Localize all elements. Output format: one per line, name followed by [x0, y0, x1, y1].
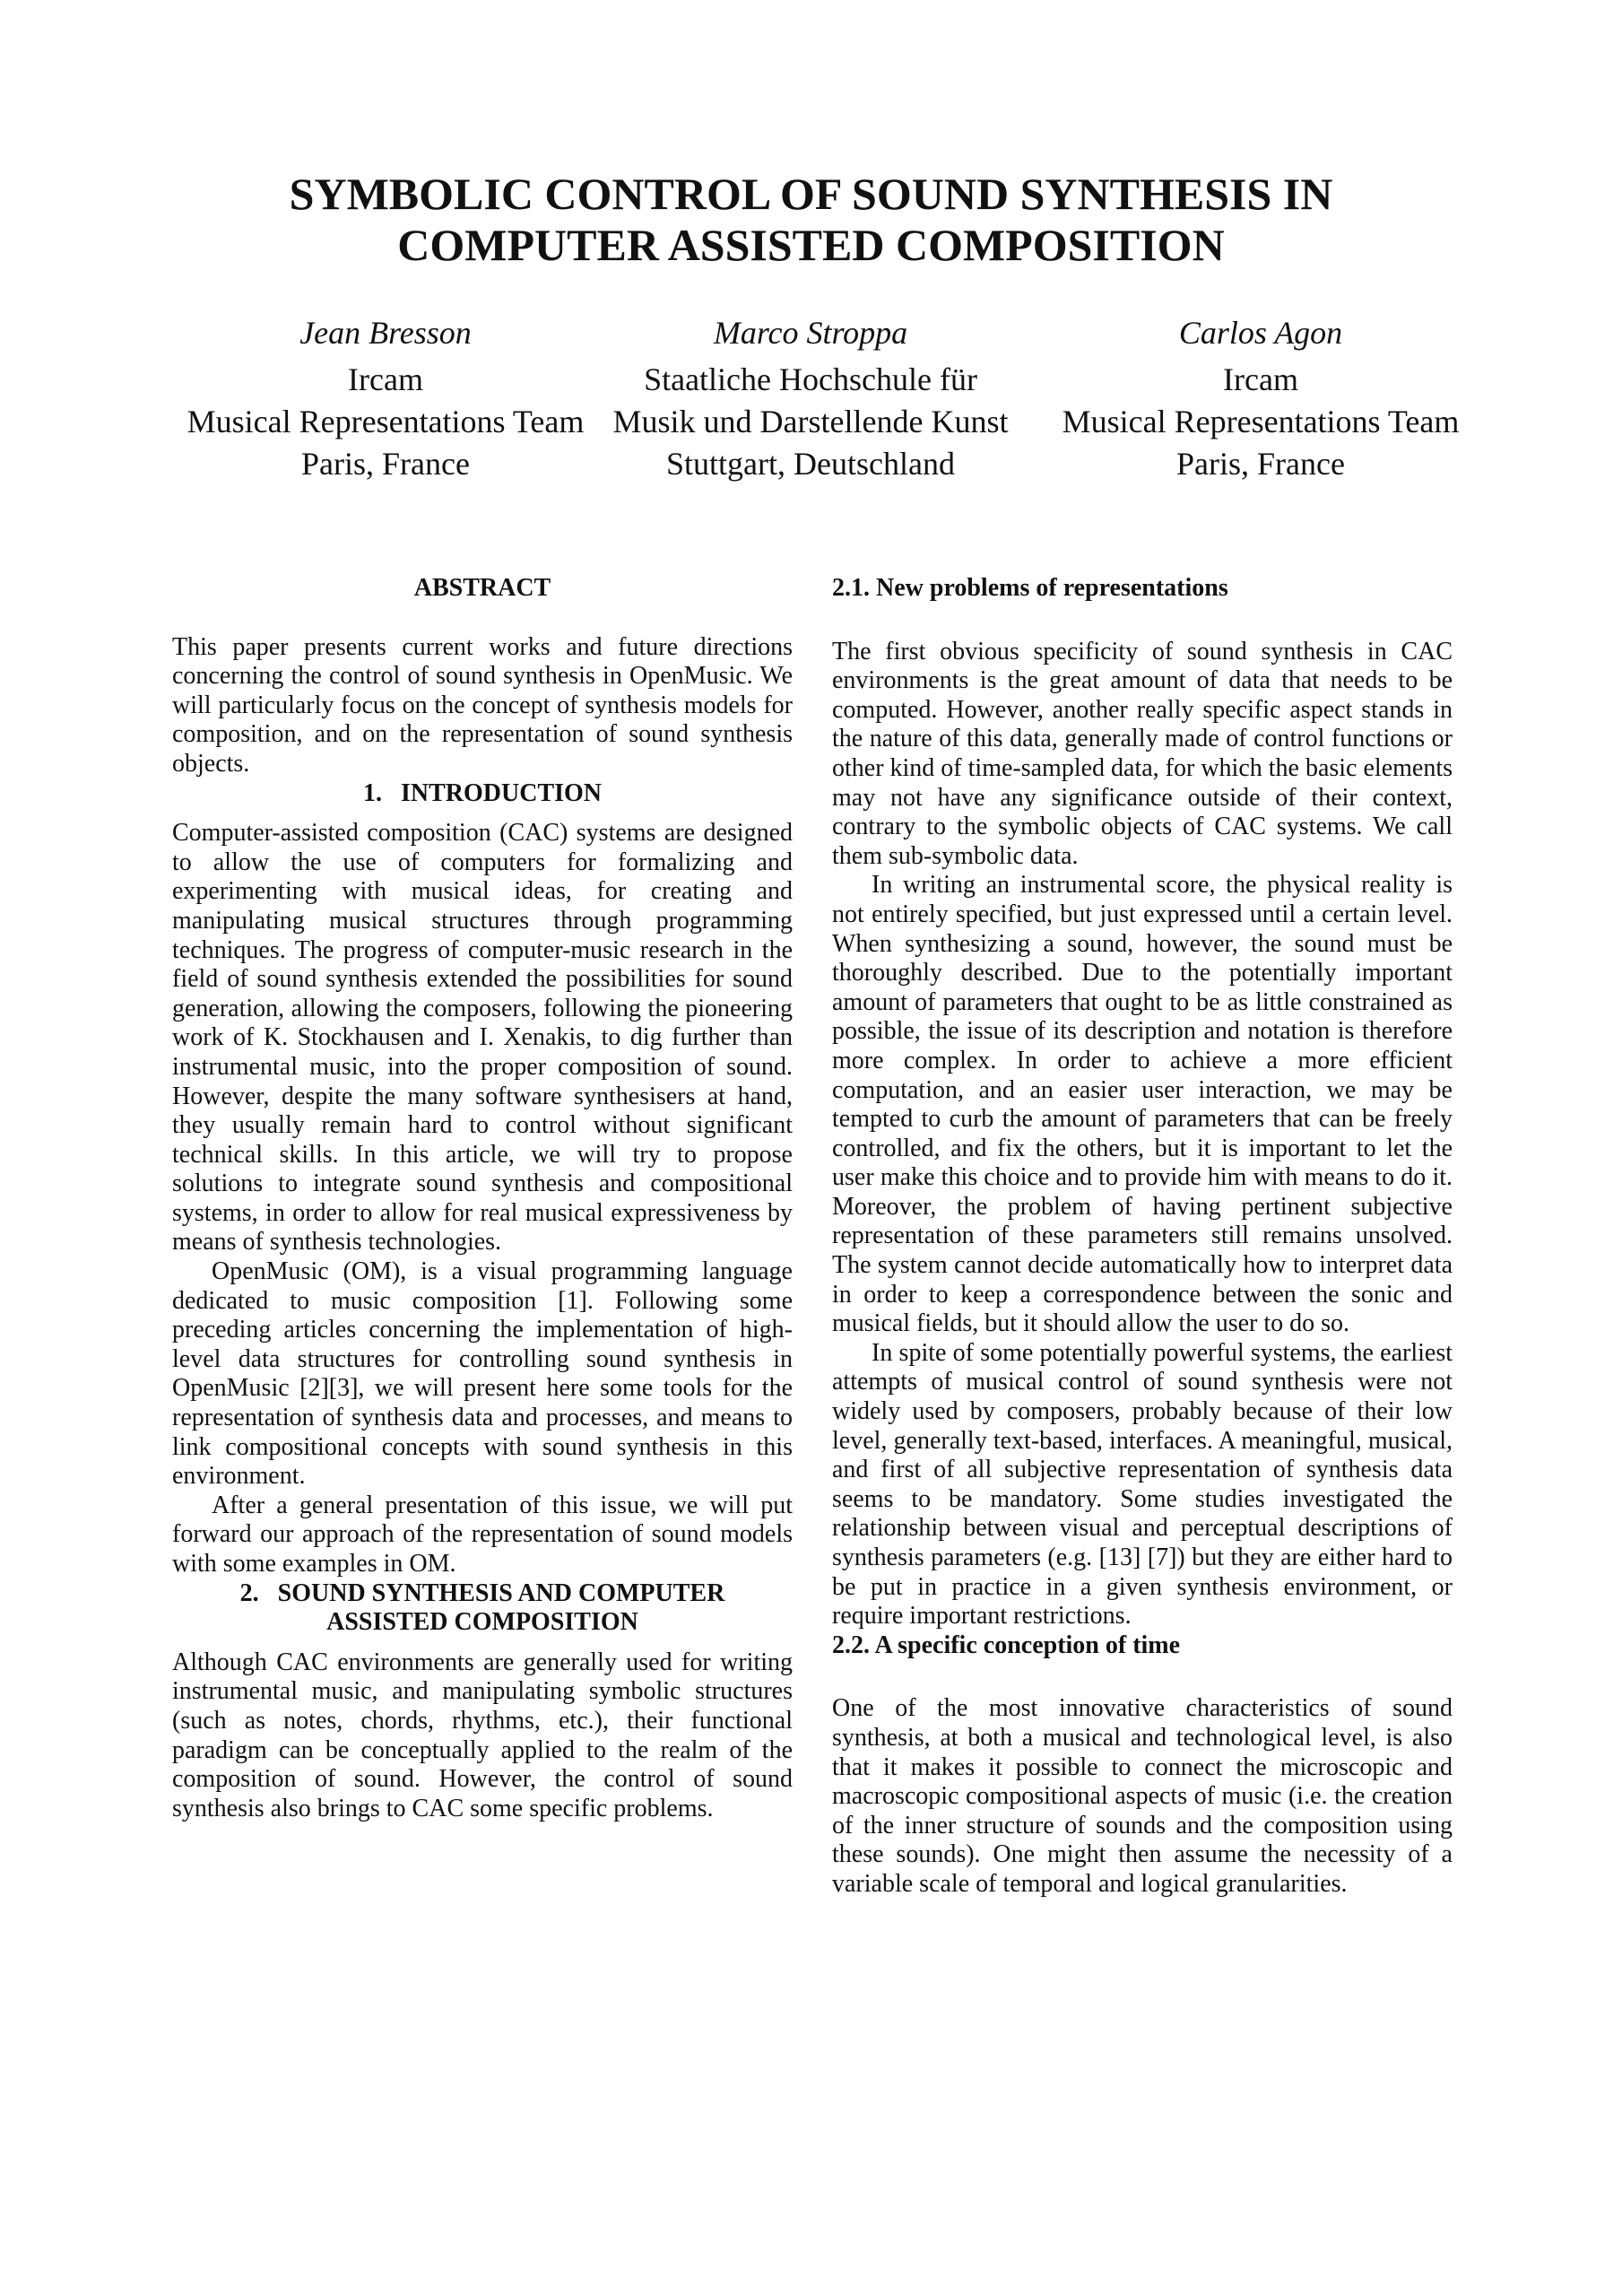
subsection-2-1-paragraph: In spite of some potentially powerful systems, the earliest attempts of musical control of sound synthesis were not widely used by composers, probably because of their low level, generally text-based, interfaces. A meaningful, musical, and first of all subjective representation of synthesis data seems to be mandatory. Some studies investigated the relationship between visual and perceptual descriptions of synthesis parameters (e.g. [13] [7]) but they are either hard to be put in practice in a given synthesis environment, or require important restrictions.: [832, 1338, 1453, 1631]
author-affiliation: Ircam: [348, 361, 423, 397]
author-location: Paris, France: [1176, 446, 1345, 482]
section-2-paragraph: Although CAC environments are generally used for writing instrumental music, and manipulating symbolic structures (such as notes, chords, rhythms, etc.), their functional paradigm can be conceptually applied to the realm of the composition of sound. However, the control of sound synthesis also brings to CAC some specific problems.: [172, 1648, 793, 1822]
author-block: [0, 312, 1622, 491]
author-affiliation: Staatliche Hochschule für: [644, 361, 977, 397]
author-1: [170, 312, 601, 485]
author-location: Stuttgart, Deutschland: [666, 446, 955, 482]
author-affiliation: Musical Representations Team: [1062, 404, 1460, 439]
subsection-2-1-heading: 2.1. New problems of representations: [832, 574, 1228, 602]
subsection-2-2-heading: 2.2. A specific conception of time: [832, 1631, 1181, 1659]
subsection-2-1-paragraph: The first obvious specificity of sound synthesis in CAC environments is the great amount of data that needs to be computed. However, another really specific aspect stands in the nature of this data, generally made of control functions or other kind of time-sampled data, for which the basic elements may not have any significance outside of their context, contrary to the symbolic objects of CAC systems. We call them sub-symbolic data.: [832, 637, 1453, 870]
abstract-text: This paper presents current works and future directions concerning the control of sound synthesis in OpenMusic. We will particularly focus on the concept of synthesis models for composition, and on the representation of sound synthesis objects.: [172, 632, 793, 778]
author-affiliation: Musik und Darstellende Kunst: [612, 404, 1009, 439]
section-2-heading-line-1: 2. SOUND SYNTHESIS AND COMPUTER: [239, 1578, 725, 1607]
title-line-2: COMPUTER ASSISTED COMPOSITION: [397, 220, 1225, 270]
paper-title: [108, 169, 1514, 271]
author-3: [1045, 312, 1476, 485]
intro-paragraph: Computer-assisted composition (CAC) systems are designed to allow the use of computers for formalizing and experimenting with musical ideas, for creating and manipulating musical structures through programming techniques. The progress of computer-music research in the field of sound synthesis extended the possibilities for sound generation, allowing the composers, following the pioneering work of K. Stockhausen and I. Xenakis, to dig further than instrumental music, into the proper composition of sound. However, despite the many software synthesisers at hand, they usually remain hard to control without significant technical skills. In this article, we will try to propose solutions to integrate sound synthesis and compositional systems, in order to allow for real musical expressiveness by means of synthesis technologies.: [172, 819, 793, 1257]
author-location: Paris, France: [301, 446, 470, 482]
author-name: Jean Bresson: [299, 315, 472, 351]
section-2-heading: [172, 1579, 793, 1638]
subsection-2-2-paragraph: One of the most innovative characteristics of sound synthesis, at both a musical and technological level, is also that it makes it possible to connect the microscopic and macroscopic compositional aspects of music (i.e. the creation of the inner structure of sounds and the composition using these sounds). One might then assume the necessity of a variable scale of temporal and logical granularities.: [832, 1694, 1453, 1898]
subsection-2-1-paragraph: In writing an instrumental score, the physical reality is not entirely specified, but just expressed until a certain level. When synthesizing a sound, however, the sound must be thoroughly described. Due to the potentially important amount of parameters that ought to be as little constrained as possible, the issue of its description and notation is therefore more complex. In order to achieve a more efficient computation, and an easier user interaction, we may be tempted to curb the amount of parameters that can be freely controlled, and fix the others, but it is important to let the user make this choice and to provide him with means to do it. Moreover, the problem of having pertinent subjective representation of these parameters still remains unsolved. The system cannot decide automatically how to interpret data in order to keep a correspondence between the sonic and musical fields, but it should allow the user to do so.: [832, 871, 1453, 1338]
intro-paragraph: After a general presentation of this issue, we will put forward our approach of the representation of sound models with some examples in OM.: [172, 1491, 793, 1578]
introduction-heading: 1. INTRODUCTION: [362, 778, 603, 807]
left-column: [172, 574, 793, 1823]
right-column: [832, 574, 1453, 1900]
author-affiliation: Ircam: [1223, 361, 1298, 397]
title-line-1: SYMBOLIC CONTROL OF SOUND SYNTHESIS IN: [289, 169, 1333, 219]
author-name: Carlos Agon: [1178, 315, 1343, 351]
author-affiliation: Musical Representations Team: [186, 404, 585, 439]
author-name: Marco Stroppa: [713, 315, 908, 351]
abstract-heading: ABSTRACT: [413, 574, 551, 602]
author-2: [595, 312, 1026, 485]
section-2-heading-line-2: ASSISTED COMPOSITION: [326, 1608, 638, 1637]
intro-paragraph: OpenMusic (OM), is a visual programming language dedicated to music composition [1]. Following some preceding articles concerning the implementation of high-level data structures for controlling sound synthesis in OpenMusic [2][3], we will present here some tools for the representation of synthesis data and processes, and means to link compositional concepts with sound synthesis in this environment.: [172, 1257, 793, 1491]
